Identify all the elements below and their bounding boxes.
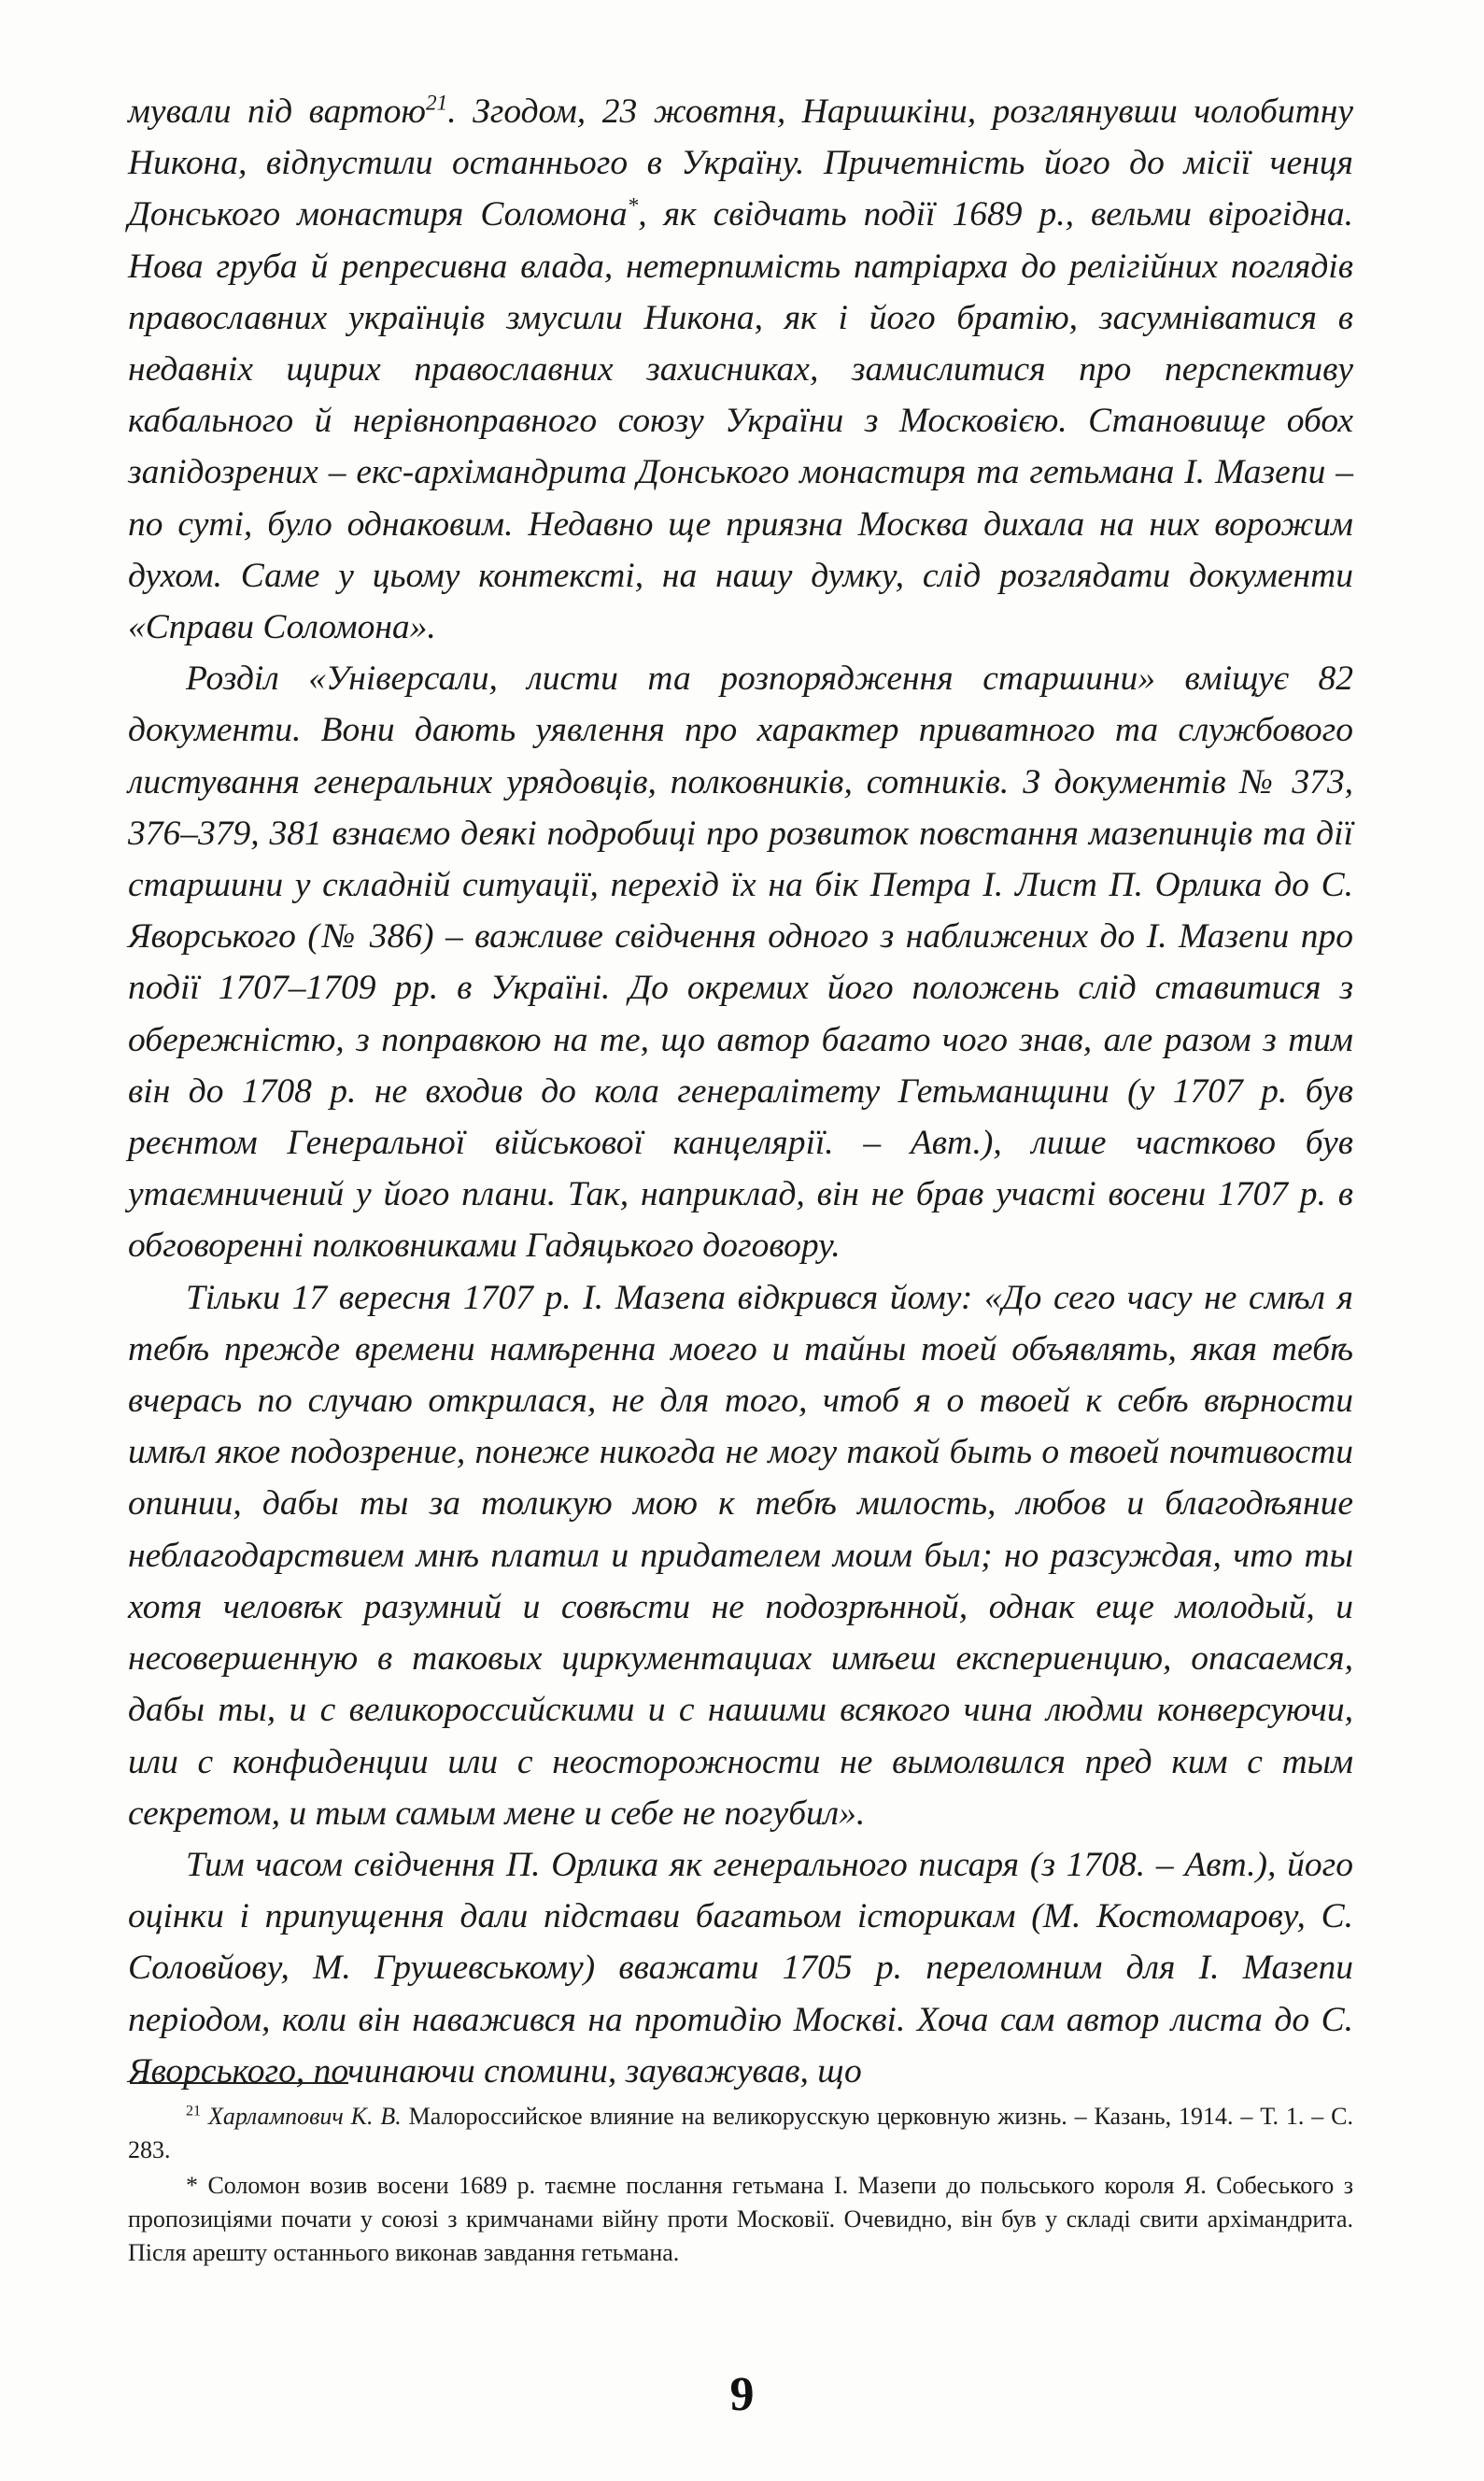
footnote-separator (130, 2082, 348, 2084)
footnote-star-text: Соломон возив восени 1689 р. таємне послання гетьмана І. Мазепи до польського короля Я. Собеського з пропозиціями почати у союзі з кримчанами війну проти Московії. Очевидно, він був у складі свити архімандрита. Після арешту останнього виконав завдання гетьмана. (128, 2172, 1353, 2266)
paragraph-3: Тільки 17 вересня 1707 р. І. Мазепа відкрився йому: «До сего часу не смѣл я тебѣ прежде времени намѣренна моего и тайны тоей объявлять, якая тебѣ вчерась по случаю открилася, не для того, чтоб я о твоей к себѣ вѣрности имѣл якое подозрение, понеже никогда не могу такой быть о твоей почтивости опинии, дабы ты за толикую мою к тебѣ милость, любов и благодѣяние неблагодарствием мнѣ платил и придателем моим был; но разсуждая, что ты хотя человѣк разумний и совѣсти не подозрѣнной, однак еще молодый, и несовершенную в таковых циркументациах имѣеш експериенцию, опасаемся, дабы ты, и с великороссийскими и с нашими всякого чина людми конверсуючи, или с конфиденции или с неосторожности не вымолвился пред ким с тым секретом, и тым самым мене и себе не погубил». (128, 1278, 1353, 1833)
footnote-ref-21: 21 (425, 91, 448, 116)
footnote-ref-star: * (627, 193, 639, 219)
paragraph-1-part-a: мували під вартою (128, 92, 426, 131)
main-text (128, 86, 1353, 2097)
footnote-star-marker: * (186, 2172, 198, 2199)
footnote-21-text: Малороссийское влияние на великорусскую церковную жизнь. – Казань, 1914. – Т. 1. – С. 283. (128, 2103, 1354, 2163)
footnote-21-author: Харлампович К. В. (207, 2103, 402, 2130)
paragraph-1-part-b: . Згодом, 23 жовтня, Наришкіни, розглянувши чолобитну Никона, відпустили останнього в Україну. Причетність його до місії ченця Донського монастиря Соломона (128, 92, 1353, 234)
footnote-21 (128, 2100, 1353, 2167)
paragraph-1-part-c: , як свідчать події 1689 р., вельми вірогідна. Нова груба й репресивна влада, нетерпимість патріарха до релігійних поглядів православних українців змусили Никона, як і його братію, засумніватися в недавніх щирих православних захисниках, замислитися про перспективу кабального й нерівноправного союзу України з Московією. Становище обох запідозрених – екс-архімандрита Донського монастиря та гетьмана І. Мазепи – по суті, було однаковим. Недавно ще приязна Москва дихала на них ворожим духом. Саме у цьому контексті, на нашу думку, слід розглядати документи «Справи Соломона». (128, 195, 1353, 647)
paragraph-2: Розділ «Універсали, листи та розпорядження старшини» вміщує 82 документи. Вони дають уявлення про характер приватного та службового листування генеральних урядовців, полковників, сотників. З документів № 373, 376–379, 381 взнаємо деякі подробиці про розвиток повстання мазепинців та дії старшини у складній ситуації, перехід їх на бік Петра І. Лист П. Орлика до С. Яворського (№ 386) – важливе свідчення одного з наближених до І. Мазепи про події 1707–1709 рр. в Україні. До окремих його положень слід ставитися з обережністю, з поправкою на те, що автор багато чого знав, але разом з тим він до 1708 р. не входив до кола генералітету Гетьманщини (у 1707 р. був реєнтом Генеральної військової канцелярії. – Авт.), лише частково був утаємничений у його плани. Так, наприклад, він не брав участі восени 1707 р. в обговоренні полковниками Гадяцького договору. (128, 659, 1353, 1266)
page-number: 9 (729, 2368, 755, 2421)
paragraph-1 (128, 86, 1353, 653)
footnote-21-marker: 21 (186, 2103, 202, 2119)
footnote-star (128, 2169, 1353, 2270)
footnotes (128, 2100, 1353, 2272)
paragraph-4: Тим часом свідчення П. Орлика як генерального писаря (з 1708. – Авт.), його оцінки і припущення дали підстави багатьом історикам (М. Костомарову, С. Соловйову, М. Грушевському) вважати 1705 р. переломним для І. Мазепи періодом, коли він наважився на протидію Москві. Хоча сам автор листа до С. Яворського, починаючи спомини, зауважував, що (128, 1845, 1353, 2091)
